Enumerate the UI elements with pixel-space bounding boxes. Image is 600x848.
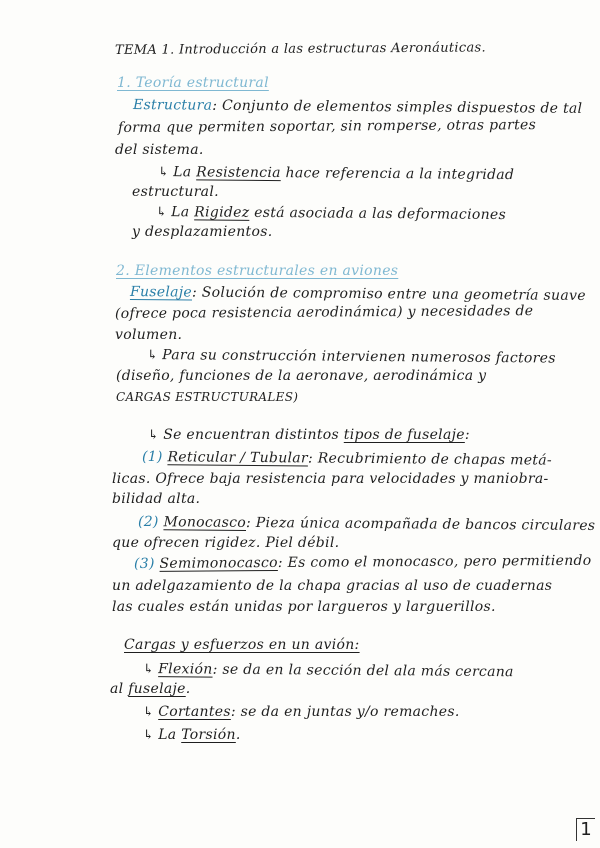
arrow-icon: ↳	[143, 728, 155, 743]
reticular-line-3: bilidad alta.	[112, 491, 201, 507]
flexion-period: .	[185, 681, 191, 697]
cortantes-line	[143, 703, 460, 722]
section-2-heading: 2. Elementos estructurales en aviones	[116, 263, 399, 279]
flexion-al: al	[110, 681, 124, 697]
reticular-line-2: licas. Ofrece baja resistencia para velocidades y maniobra-	[112, 471, 549, 487]
flexion-line-2	[110, 680, 191, 698]
rigidez-def-1: está asociada a las deformaciones	[254, 204, 507, 224]
flexion-line-1	[143, 660, 514, 682]
torsion-post: .	[235, 727, 241, 743]
construccion-text-1: Para su construcción intervienen numerosos factores	[162, 347, 556, 367]
estructura-line-1	[133, 96, 583, 118]
estructura-line-3: del sistema.	[115, 142, 204, 158]
resistencia-pre: La	[173, 164, 192, 181]
fuselaje-line-2: (ofrece poca resistencia aerodinámica) y necesidades de	[114, 303, 534, 322]
reticular-line-1	[142, 448, 552, 470]
fuselaje-def-1: : Solución de compromiso entre una geometría suave	[191, 284, 586, 304]
monocasco-num: (2)	[137, 514, 159, 531]
resistencia-term: Resistencia	[196, 164, 281, 182]
rigidez-pre: La	[171, 204, 190, 221]
estructura-term: Estructura	[132, 97, 213, 114]
fuselaje-term: Fuselaje	[129, 284, 193, 301]
semimonocasco-def-1: : Es como el monocasco, pero permitiendo	[277, 552, 592, 571]
monocasco-line-1	[138, 513, 595, 535]
semimonocasco-line-2: un adelgazamiento de la chapa gracias al uso de cuadernas	[112, 578, 553, 594]
construccion-line-2: (diseño, funciones de la aeronave, aerodinámica y	[116, 368, 487, 384]
estructura-line-2: forma que permiten soportar, sin romperse, otras partes	[117, 117, 537, 136]
page-number: 1	[576, 818, 595, 841]
arrow-icon: ↳	[143, 705, 155, 720]
flexion-term: Flexión	[158, 661, 213, 678]
rigidez-line-2: y desplazamientos.	[132, 224, 273, 240]
torsion-pre: La	[158, 727, 177, 743]
torsion-term: Torsión	[181, 727, 236, 743]
construccion-line-1	[147, 346, 556, 369]
monocasco-line-2: que ofrecen rigidez. Piel débil.	[112, 535, 340, 551]
resistencia-def-1: hace referencia a la integridad	[285, 165, 515, 184]
estructura-def-1: : Conjunto de elementos simples dispuestos de tal	[212, 97, 583, 117]
semimonocasco-num: (3)	[133, 555, 155, 572]
section-1-heading: 1. Teoría estructural	[117, 75, 269, 91]
tipos-post: :	[464, 427, 470, 443]
semimonocasco-term: Semimonocasco	[159, 554, 278, 572]
semimonocasco-line-3: las cuales están unidas por largueros y larguerillos.	[112, 599, 496, 615]
semimonocasco-line-1	[134, 552, 592, 573]
tipos-pre: Se encuentran distintos	[163, 427, 340, 443]
monocasco-term: Monocasco	[163, 514, 247, 531]
reticular-def-1: : Recubrimiento de chapas metá-	[307, 450, 552, 469]
cortantes-term: Cortantes	[158, 704, 231, 720]
arrow-icon: ↳	[142, 662, 155, 678]
construccion-line-3: CARGAS ESTRUCTURALES)	[116, 390, 299, 404]
arrow-icon: ↳	[155, 205, 168, 221]
tipos-intro	[148, 426, 470, 445]
cargas-heading: Cargas y esfuerzos en un avión:	[124, 637, 360, 653]
flexion-fuselaje-term: fuselaje	[128, 681, 186, 697]
tipos-term: tipos de fuselaje	[343, 427, 465, 443]
arrow-icon: ↳	[146, 348, 159, 364]
arrow-icon: ↳	[148, 428, 160, 443]
resistencia-line-1	[158, 163, 514, 185]
fuselaje-line-3: volumen.	[115, 327, 183, 343]
resistencia-line-2: estructural.	[132, 184, 219, 200]
flexion-def-1: : se da en la sección del ala más cercana	[212, 661, 514, 681]
monocasco-def-1: : Pieza única acompañada de bancos circulares	[245, 514, 596, 534]
torsion-line	[143, 726, 241, 745]
arrow-icon: ↳	[157, 165, 170, 181]
rigidez-line-1	[156, 203, 506, 225]
page-title: TEMA 1. Introducción a las estructuras Aeronáuticas.	[114, 40, 486, 58]
reticular-num: (1)	[141, 449, 163, 466]
rigidez-term: Rigidez	[194, 204, 250, 221]
cortantes-def: : se da en juntas y/o remaches.	[230, 704, 460, 720]
reticular-term: Reticular / Tubular	[167, 449, 309, 467]
